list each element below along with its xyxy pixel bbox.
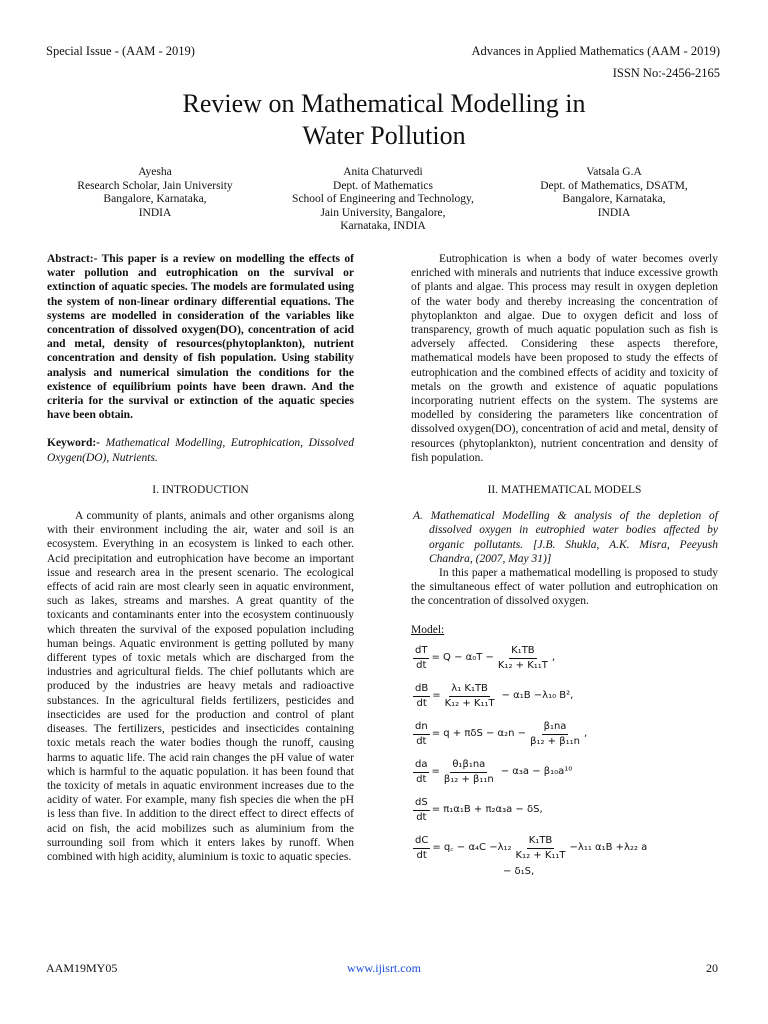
author-affiliation-line: Dept. of Mathematics, DSATM, <box>540 179 688 192</box>
footer-paper-id: AAM19MY05 <box>46 961 118 975</box>
equation-terms: , <box>551 652 556 664</box>
equation-dt <box>411 645 718 672</box>
introduction-heading: I. INTRODUCTION <box>152 483 249 496</box>
equation-terms: = <box>432 690 441 702</box>
fraction <box>514 835 568 862</box>
equation-terms: = q꜀ − α₄C −λ₁₂ <box>432 842 512 854</box>
equation-dc-continuation: − δ₁S, <box>503 865 535 877</box>
equation-terms: , <box>583 728 588 740</box>
author-1 <box>55 166 255 220</box>
author-affiliation-line: INDIA <box>597 206 631 219</box>
fraction <box>443 683 497 710</box>
derivative <box>413 759 429 786</box>
equation-terms: − α₁B −λ₁₀ B², <box>501 690 574 702</box>
footer-page-number: 20 <box>706 961 718 975</box>
fraction-numerator: θ₁β₁na <box>450 759 487 773</box>
equation-terms: = q + πδS − α₂n − <box>431 728 527 740</box>
keywords <box>47 436 354 464</box>
fraction-denominator: β₁₂ + β₁₁n <box>443 773 494 785</box>
author-affiliation-line: Bangalore, Karnataka, <box>103 193 207 205</box>
paper-title-line-2: Water Pollution <box>302 121 466 150</box>
model-a-subheading: A. Mathematical Modelling & analysis of the depletion of dissolved oxygen in eutrophied water bodies affected by organic pollutants. [J.B. Shukla, A.K. Misra, Peeyush Chandra, (2007, May 31)] <box>413 510 718 565</box>
derivative <box>413 835 430 862</box>
header-journal-issue: Special Issue - (AAM - 2019) <box>46 44 195 58</box>
equation-db <box>411 683 718 710</box>
fraction-numerator: K₁TB <box>509 645 537 659</box>
fraction <box>496 645 550 672</box>
eutrophication-paragraph: Eutrophication is when a body of water becomes overly enriched with minerals and nutrients that induce excessive growth of plants and algae. This process may result in oxygen depletion of the water body and thereby increasing the concentration of phytoplankton and algae. Due to oxygen deficit and loss of transparency, growth of much aquatic population such as fish is adversely affected. Considering these aspects therefore, mathematical models have been proposed to study the effects of eutrophication and the combined effects of acidity and toxicity of metals on the growth and existence of aquatic populations incorporating nutrient effects on the system. The systems are modelled by considering the parameters like concentration of dissolved oxygen(DO), concentration of acid and metal, density of resources (phytoplankton), nutrient concentration and density of fish population. <box>411 253 718 464</box>
fraction-denominator: K₁₂ + K₁₁T <box>497 659 548 671</box>
equation-ds <box>411 797 718 824</box>
derivative-denominator: dt <box>416 811 427 823</box>
model-a-paragraph: In this paper a mathematical modelling is proposed to study the simultaneous effect of water pollution and eutrophication on the concentration of dissolved oxygen. <box>411 567 718 608</box>
fraction-numerator: β₁na <box>542 721 569 735</box>
equation-terms: = π₁α₁B + π₂α₃a − δS, <box>431 804 543 816</box>
author-name: Vatsala G.A <box>586 166 642 178</box>
author-name: Anita Chaturvedi <box>343 166 423 178</box>
author-affiliation-line: Research Scholar, Jain University <box>77 179 233 192</box>
author-affiliation-line: School of Engineering and Technology, <box>292 193 474 205</box>
derivative <box>413 797 430 824</box>
author-affiliation-line: INDIA <box>138 206 172 219</box>
keyword-text: Mathematical Modelling, Eutrophication, Dissolved Oxygen(DO), Nutrients. <box>47 437 354 464</box>
derivative-numerator: dS <box>413 797 430 811</box>
keyword-label: Keyword:- <box>47 437 101 450</box>
derivative <box>413 645 429 672</box>
footer-website-link[interactable]: www.ijisrt.com <box>347 961 421 975</box>
fraction-numerator: λ₁ K₁TB <box>449 683 490 697</box>
equation-terms: = <box>431 766 440 778</box>
derivative-numerator: dn <box>413 721 430 735</box>
derivative-denominator: dt <box>416 849 427 861</box>
paper-title-line-1: Review on Mathematical Modelling in <box>182 89 586 118</box>
author-affiliation-line: Bangalore, Karnataka, <box>562 193 666 205</box>
equation-dn <box>411 721 718 748</box>
author-affiliation-line: Karnataka, INDIA <box>340 220 426 232</box>
derivative-denominator: dt <box>416 697 427 709</box>
fraction-denominator: K₁₂ + K₁₁T <box>444 697 495 709</box>
paper-title <box>0 88 768 152</box>
equation-da <box>411 759 718 786</box>
derivative-numerator: dT <box>413 645 429 659</box>
author-affiliation-line: Jain University, Bangalore, <box>320 206 446 219</box>
model-label: Model: <box>411 623 445 636</box>
derivative-numerator: da <box>413 759 429 773</box>
author-name: Ayesha <box>138 166 172 178</box>
equation-dc <box>411 835 718 862</box>
derivative-denominator: dt <box>416 773 427 785</box>
derivative <box>413 683 430 710</box>
derivative-numerator: dC <box>413 835 430 849</box>
author-3 <box>522 166 706 220</box>
derivative-numerator: dB <box>413 683 430 697</box>
fraction-numerator: K₁TB <box>527 835 555 849</box>
fraction <box>528 721 582 748</box>
left-column <box>47 252 354 864</box>
author-affiliation-line: Dept. of Mathematics <box>333 179 433 192</box>
introduction-paragraph: A community of plants, animals and other organisms along with their environment including the air, water and soil is an ecosystem. Everything in an ecosystem is linked to each other. Acid precipitation and eutrophication have become an important issue and research area in the present scenario. The ecological effects of acid rain are most clearly seen in aquatic environment, such as lakes, streams and marshes. A great quantity of the toxicants and contaminants enter into the ecosystem continuously which threaten the survival of the exposed population including human beings. Aquatic environment is getting polluted by many different types of toxic metals which are discharged from the industries and agricultural fields. The chief pollutants which are produced by the industries are heavy metals and radioactive substances. In the agricultural fields fertilizers, pesticides and insecticides are used for the production and control of plant diseases. The fertilizers, pesticides and insecticides containing toxic metals reach the water bodies though the runoff, causing harms to aquatic life. The acid rain changes the pH value of water which is harmful to the aquatic population. it has been found that the toxicity of metals in aquatic environment increases due to the acidity of water. For example, many fish species die when the pH is less than five. In addition to the direct effect to direct effects of acid on fish, the acid mobilizes such as aluminium from the surrounding soil from which it enters lakes by runoff. When combined with high acidity, aluminium is toxic to aquatic species. <box>47 510 354 863</box>
author-2 <box>276 166 490 234</box>
fraction <box>442 759 496 786</box>
derivative <box>413 721 430 748</box>
derivative-denominator: dt <box>416 735 427 747</box>
fraction-denominator: β₁₂ + β₁₁n <box>530 735 580 747</box>
right-column <box>411 252 718 879</box>
equation-terms: − α₃a − β₁₀a¹⁰ <box>500 766 573 778</box>
equation-terms: −λ₁₁ α₁B +λ₂₂ a <box>569 842 648 854</box>
fraction-denominator: K₁₂ + K₁₁T <box>515 849 566 861</box>
models-heading: II. MATHEMATICAL MODELS <box>487 484 642 497</box>
equation-terms: = Q − α₀T − <box>431 652 494 664</box>
header-issn: ISSN No:-2456-2165 <box>612 66 720 80</box>
header-journal-name: Advances in Applied Mathematics (AAM - 2019) <box>471 44 720 58</box>
derivative-denominator: dt <box>416 659 427 671</box>
abstract: Abstract:- This paper is a review on modelling the effects of water pollution and eutrophication on the survival or extinction of aquatic species. The models are formulated using the system of non-linear ordinary differential equations. The systems are modelled in consideration of the variables like concentration of dissolved oxygen(DO), concentration of acid and metal, density of resources(phytoplankton), nutrient concentration and density of fish population. Using stability analysis and numerical simulation the conditions for the existence of equilibrium points have been drawn. And the criteria for the survival or extinction of the aquatic species have been obtain. <box>47 253 354 422</box>
